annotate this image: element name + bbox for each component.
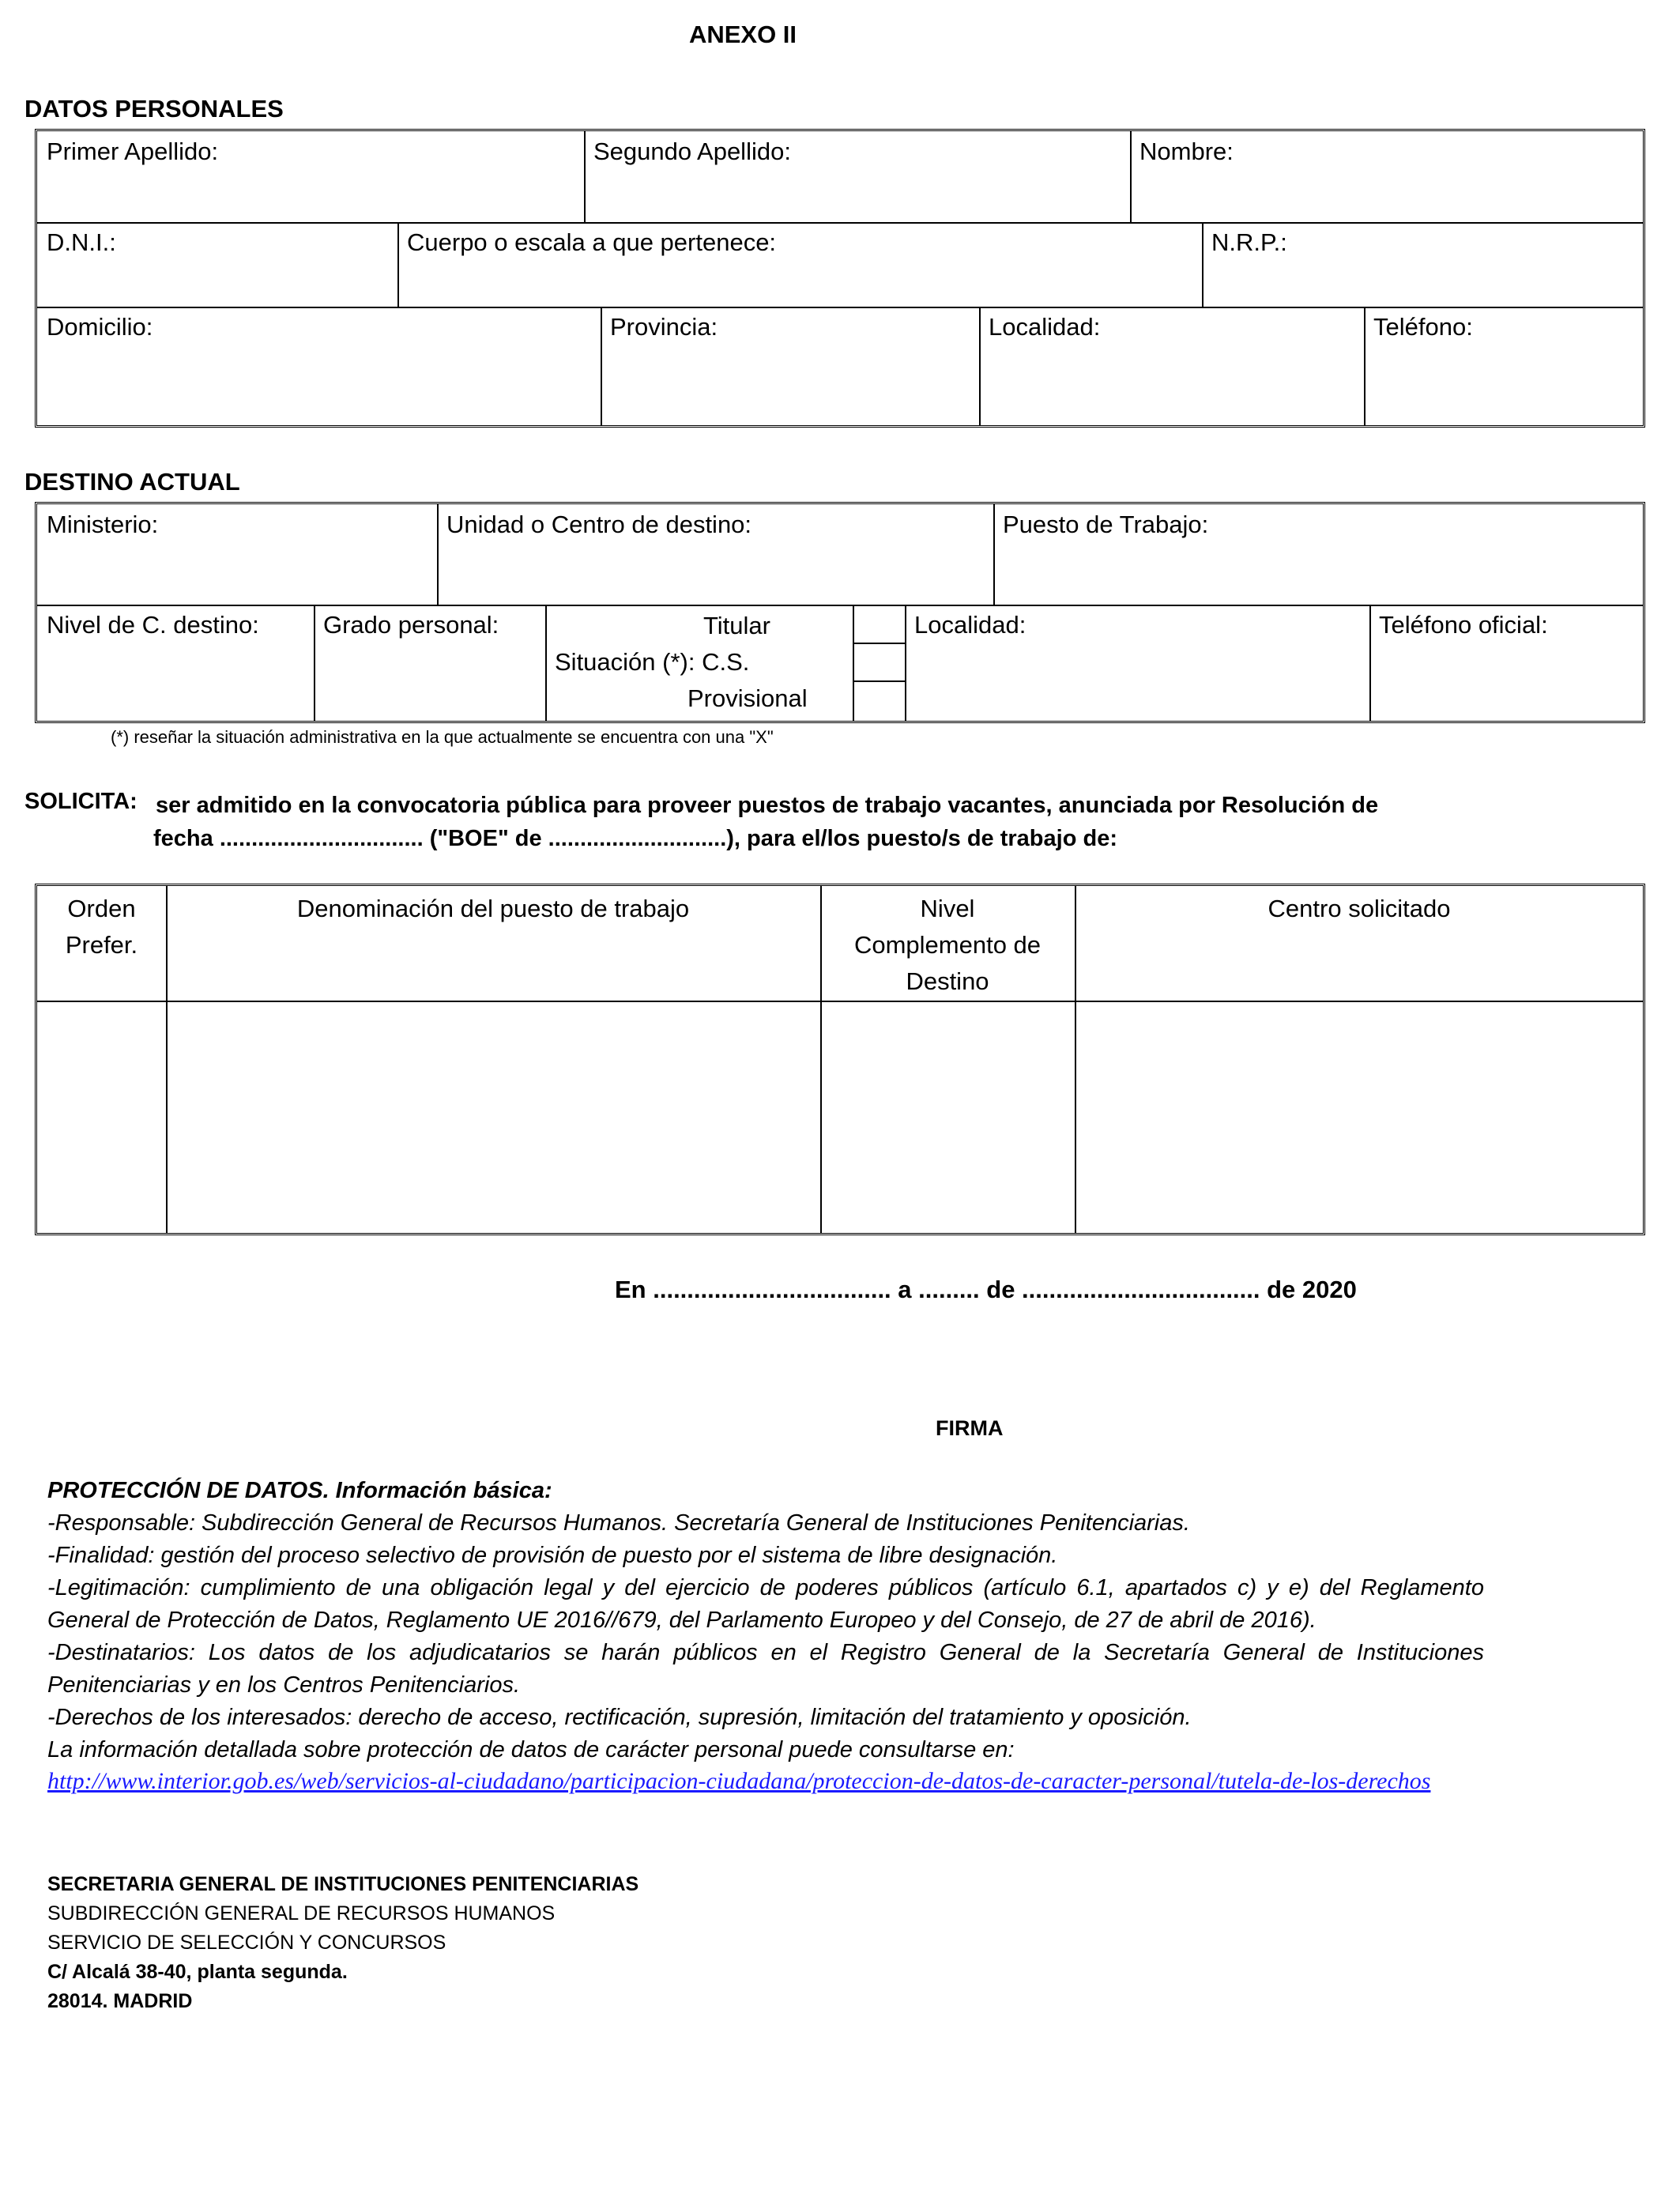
header-orden-line1: Orden <box>67 895 136 922</box>
proteccion-datos-section <box>47 1475 1484 1796</box>
checkbox-cs[interactable] <box>853 643 905 680</box>
segundo-apellido-field[interactable] <box>584 133 1129 222</box>
destino-actual-box <box>35 502 1645 723</box>
domicilio-field[interactable] <box>37 308 601 425</box>
page-title: ANEXO II <box>688 21 797 48</box>
cell-denominacion[interactable] <box>166 1002 820 1233</box>
puesto-field[interactable] <box>993 506 1644 605</box>
nrp-field[interactable] <box>1202 224 1644 307</box>
proteccion-heading: PROTECCIÓN DE DATOS. Información básica: <box>47 1478 552 1503</box>
situacion-titular: Titular <box>703 612 770 639</box>
proteccion-destinatarios: -Destinatarios: Los datos de los adjudicatarios se harán públicos en el Registro General de la Secretaría General de Instituciones Penitenciarias y en los Centros Penitenciarios. <box>47 1640 1484 1698</box>
header-nivel-line2: Complemento de <box>853 931 1042 959</box>
proteccion-derechos: -Derechos de los interesados: derecho de acceso, rectificación, supresión, limitación del tratamiento y oposición. <box>47 1705 1192 1730</box>
direccion-line5: 28014. MADRID <box>47 1990 193 2012</box>
primer-apellido-field[interactable] <box>37 133 582 222</box>
telefono-oficial-label: Teléfono oficial: <box>1379 611 1548 639</box>
direccion-block <box>47 1870 638 2016</box>
direccion-line1: SECRETARIA GENERAL DE INSTITUCIONES PENITENCIARIAS <box>47 1873 639 1895</box>
proteccion-responsable: -Responsable: Subdirección General de Recursos Humanos. Secretaría General de Instituciones Penitenciarias. <box>47 1510 1190 1536</box>
cell-nivel[interactable] <box>820 1002 1075 1233</box>
segundo-apellido-label: Segundo Apellido: <box>593 138 791 165</box>
telefono-field[interactable] <box>1364 308 1644 425</box>
grado-label: Grado personal: <box>323 611 499 639</box>
ministerio-field[interactable] <box>37 506 437 605</box>
destino-localidad-label: Localidad: <box>914 611 1026 639</box>
proteccion-legitimacion: -Legitimación: cumplimiento de una obligación legal y del ejercicio de poderes públicos (artículo 6.1, apartados c) y e) del Reglamento General de Protección de Datos, Reglamento UE 2016//679, del Parlamento Europeo y del Consejo, de 27 de abril de 2016). <box>47 1575 1484 1633</box>
solicita-line2: fecha ................................ ("BOE" de ............................), para el/los puesto/s de trabajo de: <box>153 826 1117 851</box>
solicita-line1: ser admitido en la convocatoria pública para proveer puestos de trabajo vacantes, anunciada por Resolución de <box>156 793 1379 818</box>
situacion-block <box>545 606 853 721</box>
header-nivel-line1: Nivel <box>920 895 975 922</box>
destino-actual-heading: DESTINO ACTUAL <box>24 468 240 496</box>
nivel-field[interactable] <box>37 606 314 721</box>
provincia-label: Provincia: <box>610 313 718 341</box>
situacion-label: Situación (*): C.S. <box>555 648 750 676</box>
puestos-table <box>35 884 1645 1235</box>
fecha-line: En ................................... a ......... de ................................... de 2020 <box>615 1276 1357 1303</box>
unidad-field[interactable] <box>437 506 993 605</box>
cuerpo-label: Cuerpo o escala a que pertenece: <box>407 228 777 256</box>
proteccion-finalidad: -Finalidad: gestión del proceso selectivo de provisión de puesto por el sistema de libre designación. <box>47 1543 1058 1568</box>
direccion-line2: SUBDIRECCIÓN GENERAL DE RECURSOS HUMANOS <box>47 1902 556 1924</box>
cuerpo-field[interactable] <box>397 224 1202 307</box>
nombre-label: Nombre: <box>1139 138 1234 165</box>
direccion-line3: SERVICIO DE SELECCIÓN Y CONCURSOS <box>47 1932 446 1954</box>
direccion-line4: C/ Alcalá 38-40, planta segunda. <box>47 1961 348 1983</box>
solicita-label: SOLICITA: <box>24 789 137 814</box>
header-orden-line2: Prefer. <box>65 931 138 959</box>
datos-personales-heading: DATOS PERSONALES <box>24 95 284 123</box>
domicilio-label: Domicilio: <box>47 313 153 341</box>
provincia-field[interactable] <box>601 308 979 425</box>
header-centro: Centro solicitado <box>1268 895 1451 922</box>
localidad-label: Localidad: <box>989 313 1101 341</box>
proteccion-info: La información detallada sobre protección de datos de carácter personal puede consultarse en: <box>47 1737 1015 1762</box>
nrp-label: N.R.P.: <box>1211 228 1287 256</box>
dni-label: D.N.I.: <box>47 228 116 256</box>
checkbox-provisional[interactable] <box>853 680 905 721</box>
grado-field[interactable] <box>314 606 545 721</box>
telefono-label: Teléfono: <box>1373 313 1473 341</box>
cell-orden[interactable] <box>37 1002 166 1233</box>
ministerio-label: Ministerio: <box>47 511 159 538</box>
header-nivel <box>820 888 1075 1000</box>
checkbox-titular[interactable] <box>853 605 905 643</box>
datos-personales-box <box>35 129 1645 428</box>
header-orden <box>37 888 166 963</box>
header-nivel-line3: Destino <box>906 967 989 995</box>
dni-field[interactable] <box>37 224 397 307</box>
situacion-note: (*) reseñar la situación administrativa en la que actualmente se encuentra con una "X" <box>111 727 774 747</box>
nombre-field[interactable] <box>1130 133 1644 222</box>
proteccion-link[interactable]: http://www.interior.gob.es/web/servicios-al-ciudadano/participacion-ciudadana/proteccion-de-datos-de-caracter-personal/tutela-de-los-derechos <box>47 1768 1431 1794</box>
unidad-label: Unidad o Centro de destino: <box>446 511 752 538</box>
primer-apellido-label: Primer Apellido: <box>47 138 219 165</box>
localidad-field[interactable] <box>979 308 1364 425</box>
header-denominacion: Denominación del puesto de trabajo <box>296 895 690 922</box>
destino-localidad-field[interactable] <box>905 606 1369 721</box>
situacion-provisional: Provisional <box>687 684 808 712</box>
puesto-label: Puesto de Trabajo: <box>1003 511 1209 538</box>
telefono-oficial-field[interactable] <box>1369 606 1644 721</box>
cell-centro[interactable] <box>1075 1002 1644 1233</box>
nivel-label: Nivel de C. destino: <box>47 611 259 639</box>
firma-label: FIRMA <box>936 1416 1004 1440</box>
